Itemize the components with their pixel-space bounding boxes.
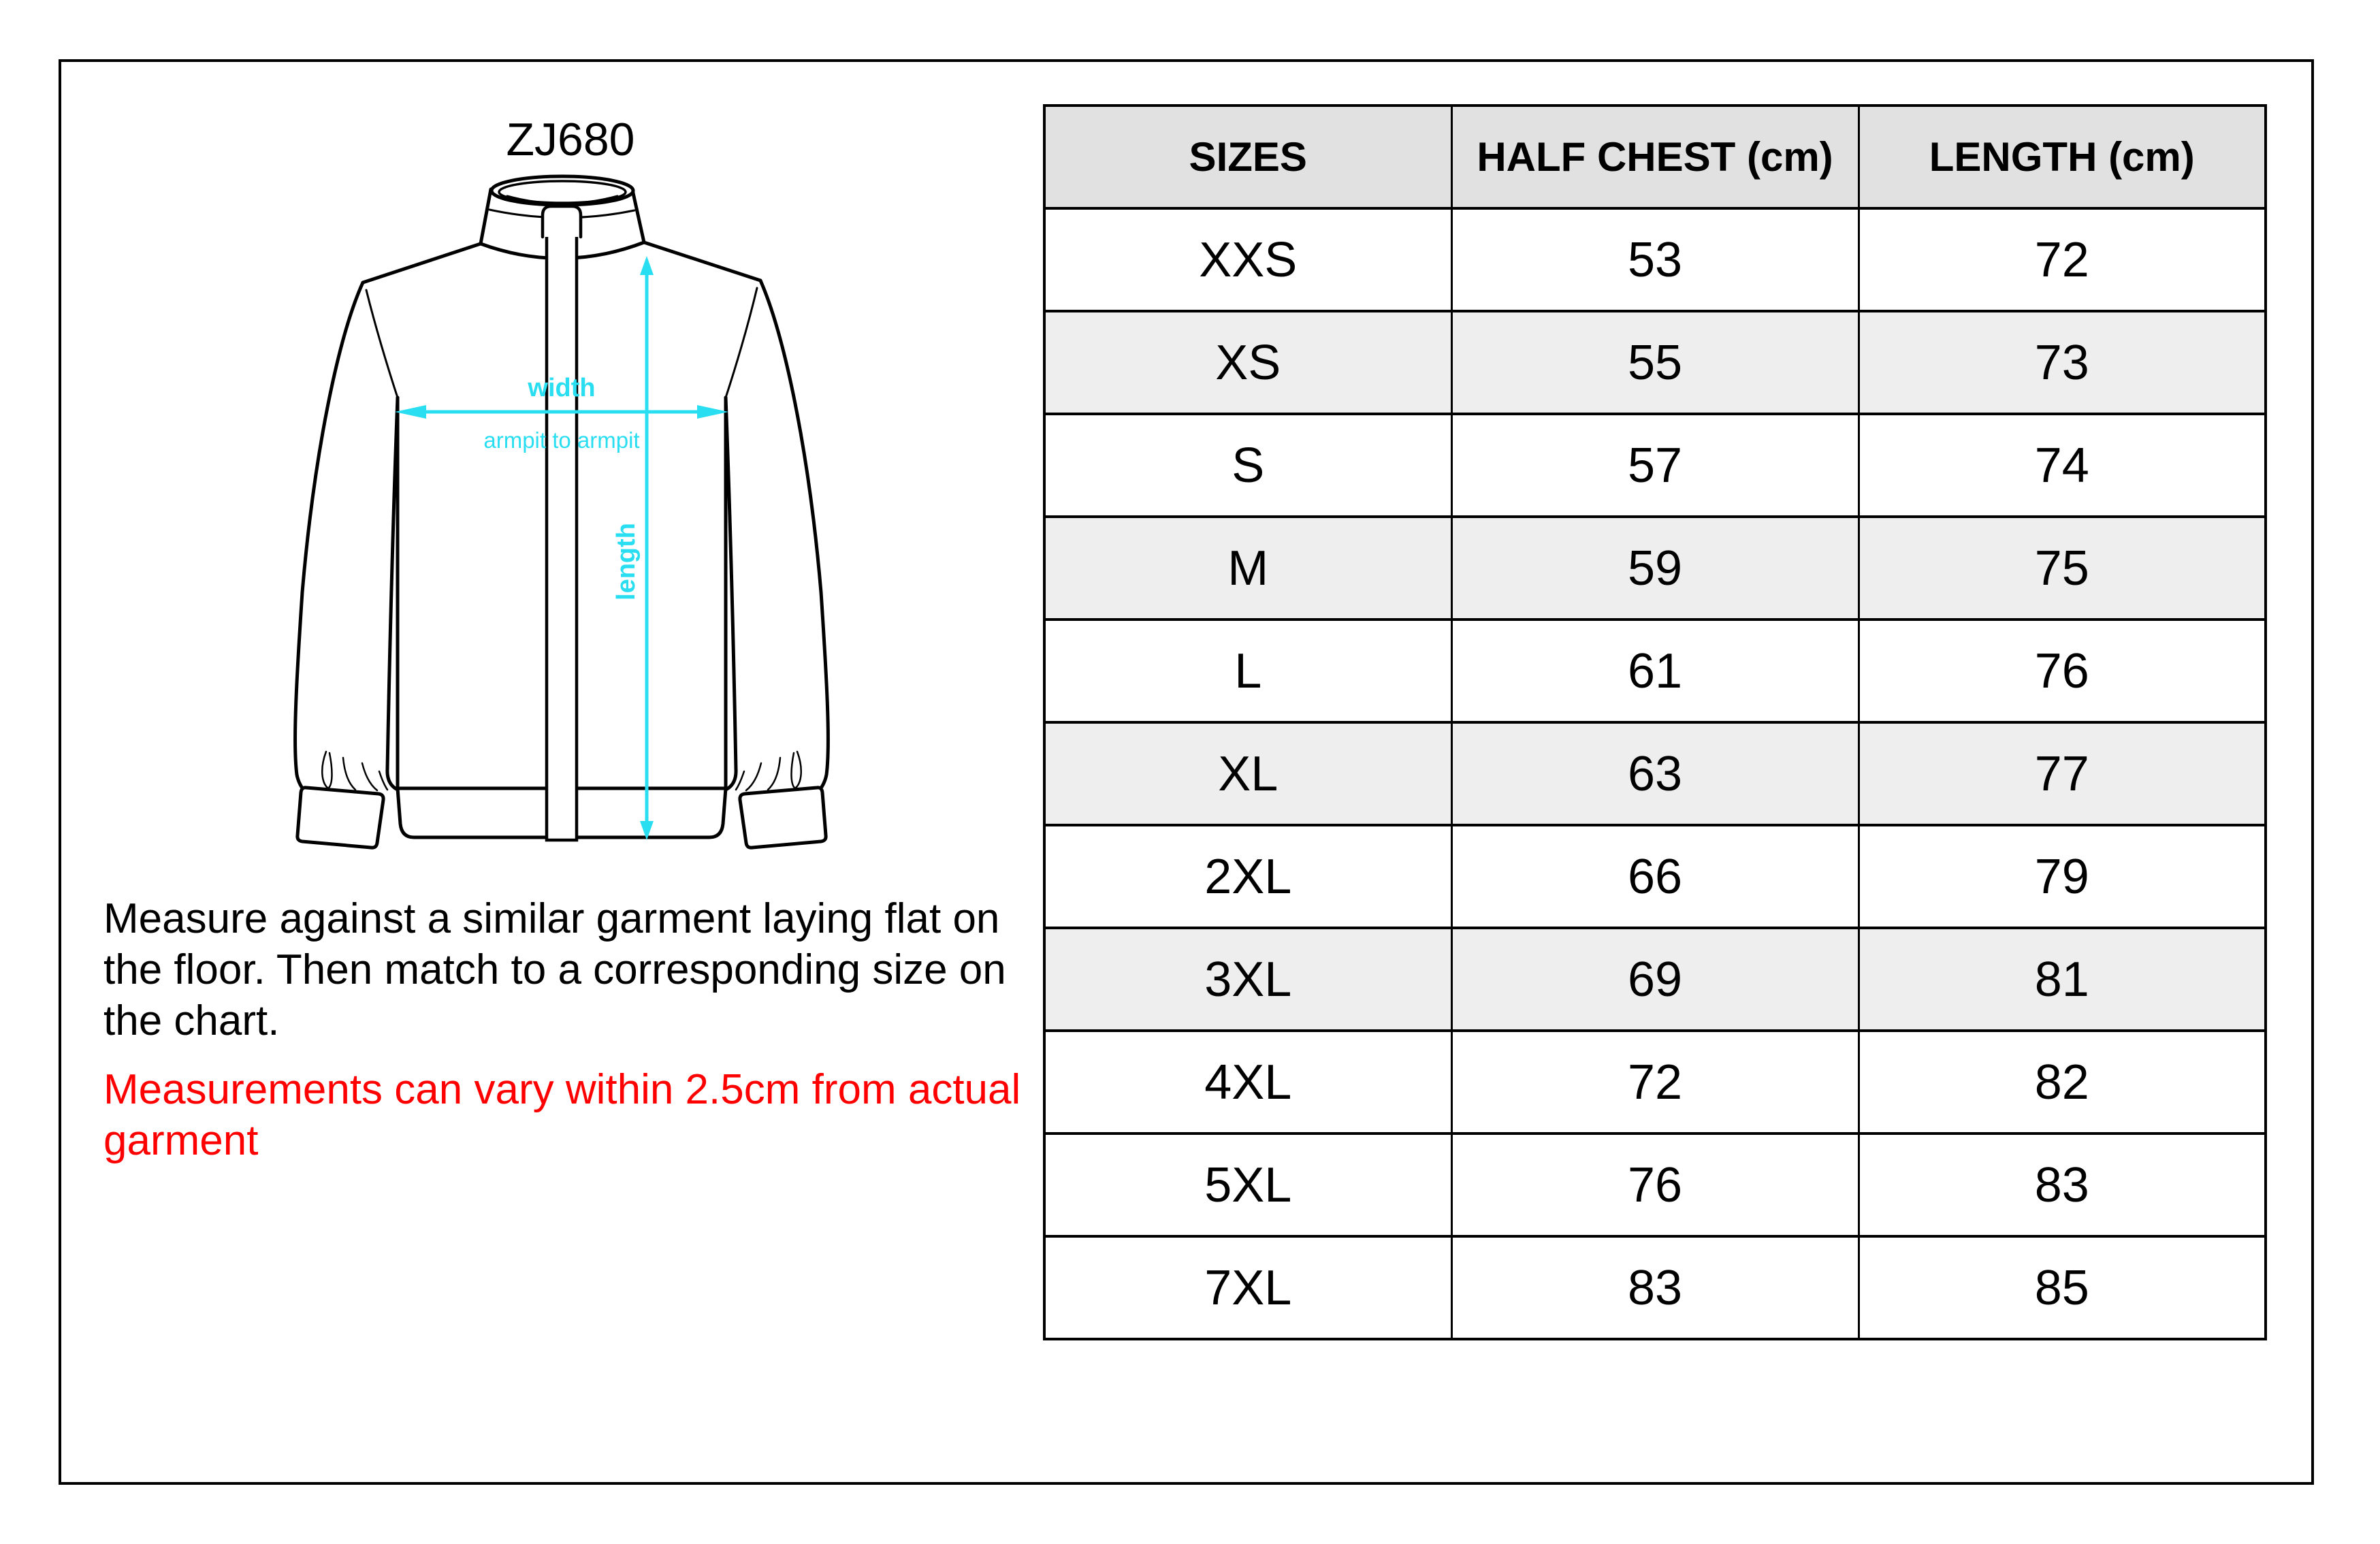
half-chest-cell: 59 (1451, 517, 1859, 620)
half-chest-cell: 72 (1451, 1031, 1859, 1133)
half-chest-cell: 83 (1451, 1236, 1859, 1339)
length-cell: 72 (1859, 208, 2266, 311)
table-row (1044, 620, 2266, 722)
width-arrowhead-right (697, 405, 728, 419)
length-cell: 81 (1859, 928, 2266, 1031)
zipper-placket (543, 206, 581, 840)
half-chest-cell: 66 (1451, 825, 1859, 928)
width-label: width (528, 374, 596, 402)
collar-left-edge (481, 189, 491, 244)
table-row (1044, 1133, 2266, 1236)
size-cell: S (1044, 414, 1451, 517)
half-chest-cell: 61 (1451, 620, 1859, 722)
tolerance-note: Measurements can vary within 2.5cm from actual garment (103, 1066, 1021, 1164)
table-row (1044, 414, 2266, 517)
left-shoulder-line (363, 244, 481, 283)
size-table (1043, 104, 2267, 1340)
right-cuff (740, 788, 826, 848)
table-row (1044, 311, 2266, 414)
size-cell: 7XL (1044, 1236, 1451, 1339)
table-row (1044, 208, 2266, 311)
column-header-sizes: SIZES (1044, 106, 1451, 208)
size-table-body (1044, 208, 2266, 1339)
size-cell: 5XL (1044, 1133, 1451, 1236)
armpit-to-armpit-label: armpit to armpit (483, 428, 640, 453)
length-cell: 79 (1859, 825, 2266, 928)
half-chest-cell: 63 (1451, 722, 1859, 825)
left-armhole-seam (366, 290, 398, 398)
table-row (1044, 517, 2266, 620)
half-chest-cell: 76 (1451, 1133, 1859, 1236)
left-sleeve-outer (295, 283, 363, 787)
right-shoulder-line (644, 242, 760, 280)
length-cell: 77 (1859, 722, 2266, 825)
table-row (1044, 1031, 2266, 1133)
hem-right-bottom (578, 788, 726, 837)
column-header-length: LENGTH (cm) (1859, 106, 2266, 208)
table-row (1044, 722, 2266, 825)
length-cell: 85 (1859, 1236, 2266, 1339)
notes-block (103, 893, 1043, 1166)
size-cell: 2XL (1044, 825, 1451, 928)
zipper-pull-tab (543, 206, 581, 237)
length-cell: 74 (1859, 414, 2266, 517)
size-cell: XL (1044, 722, 1451, 825)
table-row (1044, 1236, 2266, 1339)
table-row (1044, 825, 2266, 928)
size-cell: M (1044, 517, 1451, 620)
product-code-title: ZJ680 (506, 114, 635, 165)
length-cell: 73 (1859, 311, 2266, 414)
collar-right-edge (632, 190, 644, 242)
measure-instructions: Measure against a similar garment laying flat on the floor. Then match to a corresponding size on the chart. (103, 895, 1006, 1044)
table-row (1044, 928, 2266, 1031)
size-cell: 4XL (1044, 1031, 1451, 1133)
zipper-band (547, 231, 577, 840)
size-cell: XS (1044, 311, 1451, 414)
half-chest-cell: 55 (1451, 311, 1859, 414)
jacket-diagram (259, 157, 905, 905)
column-header-half-chest: HALF CHEST (cm) (1451, 106, 1859, 208)
length-label: length (612, 523, 641, 600)
size-cell: L (1044, 620, 1451, 722)
right-sleeve-outer (760, 280, 828, 787)
left-body-side (397, 398, 398, 788)
right-armhole-seam (726, 288, 757, 398)
size-cell: 3XL (1044, 928, 1451, 1031)
half-chest-cell: 69 (1451, 928, 1859, 1031)
length-cell: 83 (1859, 1133, 2266, 1236)
half-chest-cell: 57 (1451, 414, 1859, 517)
size-cell: XXS (1044, 208, 1451, 311)
length-cell: 82 (1859, 1031, 2266, 1133)
hem-left-bottom (398, 788, 545, 837)
length-cell: 76 (1859, 620, 2266, 722)
length-cell: 75 (1859, 517, 2266, 620)
width-arrowhead-left (395, 405, 426, 419)
length-arrow (640, 256, 654, 840)
length-arrowhead-top (640, 256, 654, 275)
half-chest-cell: 53 (1451, 208, 1859, 311)
left-cuff (298, 788, 383, 848)
size-table-header-row (1044, 106, 2266, 208)
